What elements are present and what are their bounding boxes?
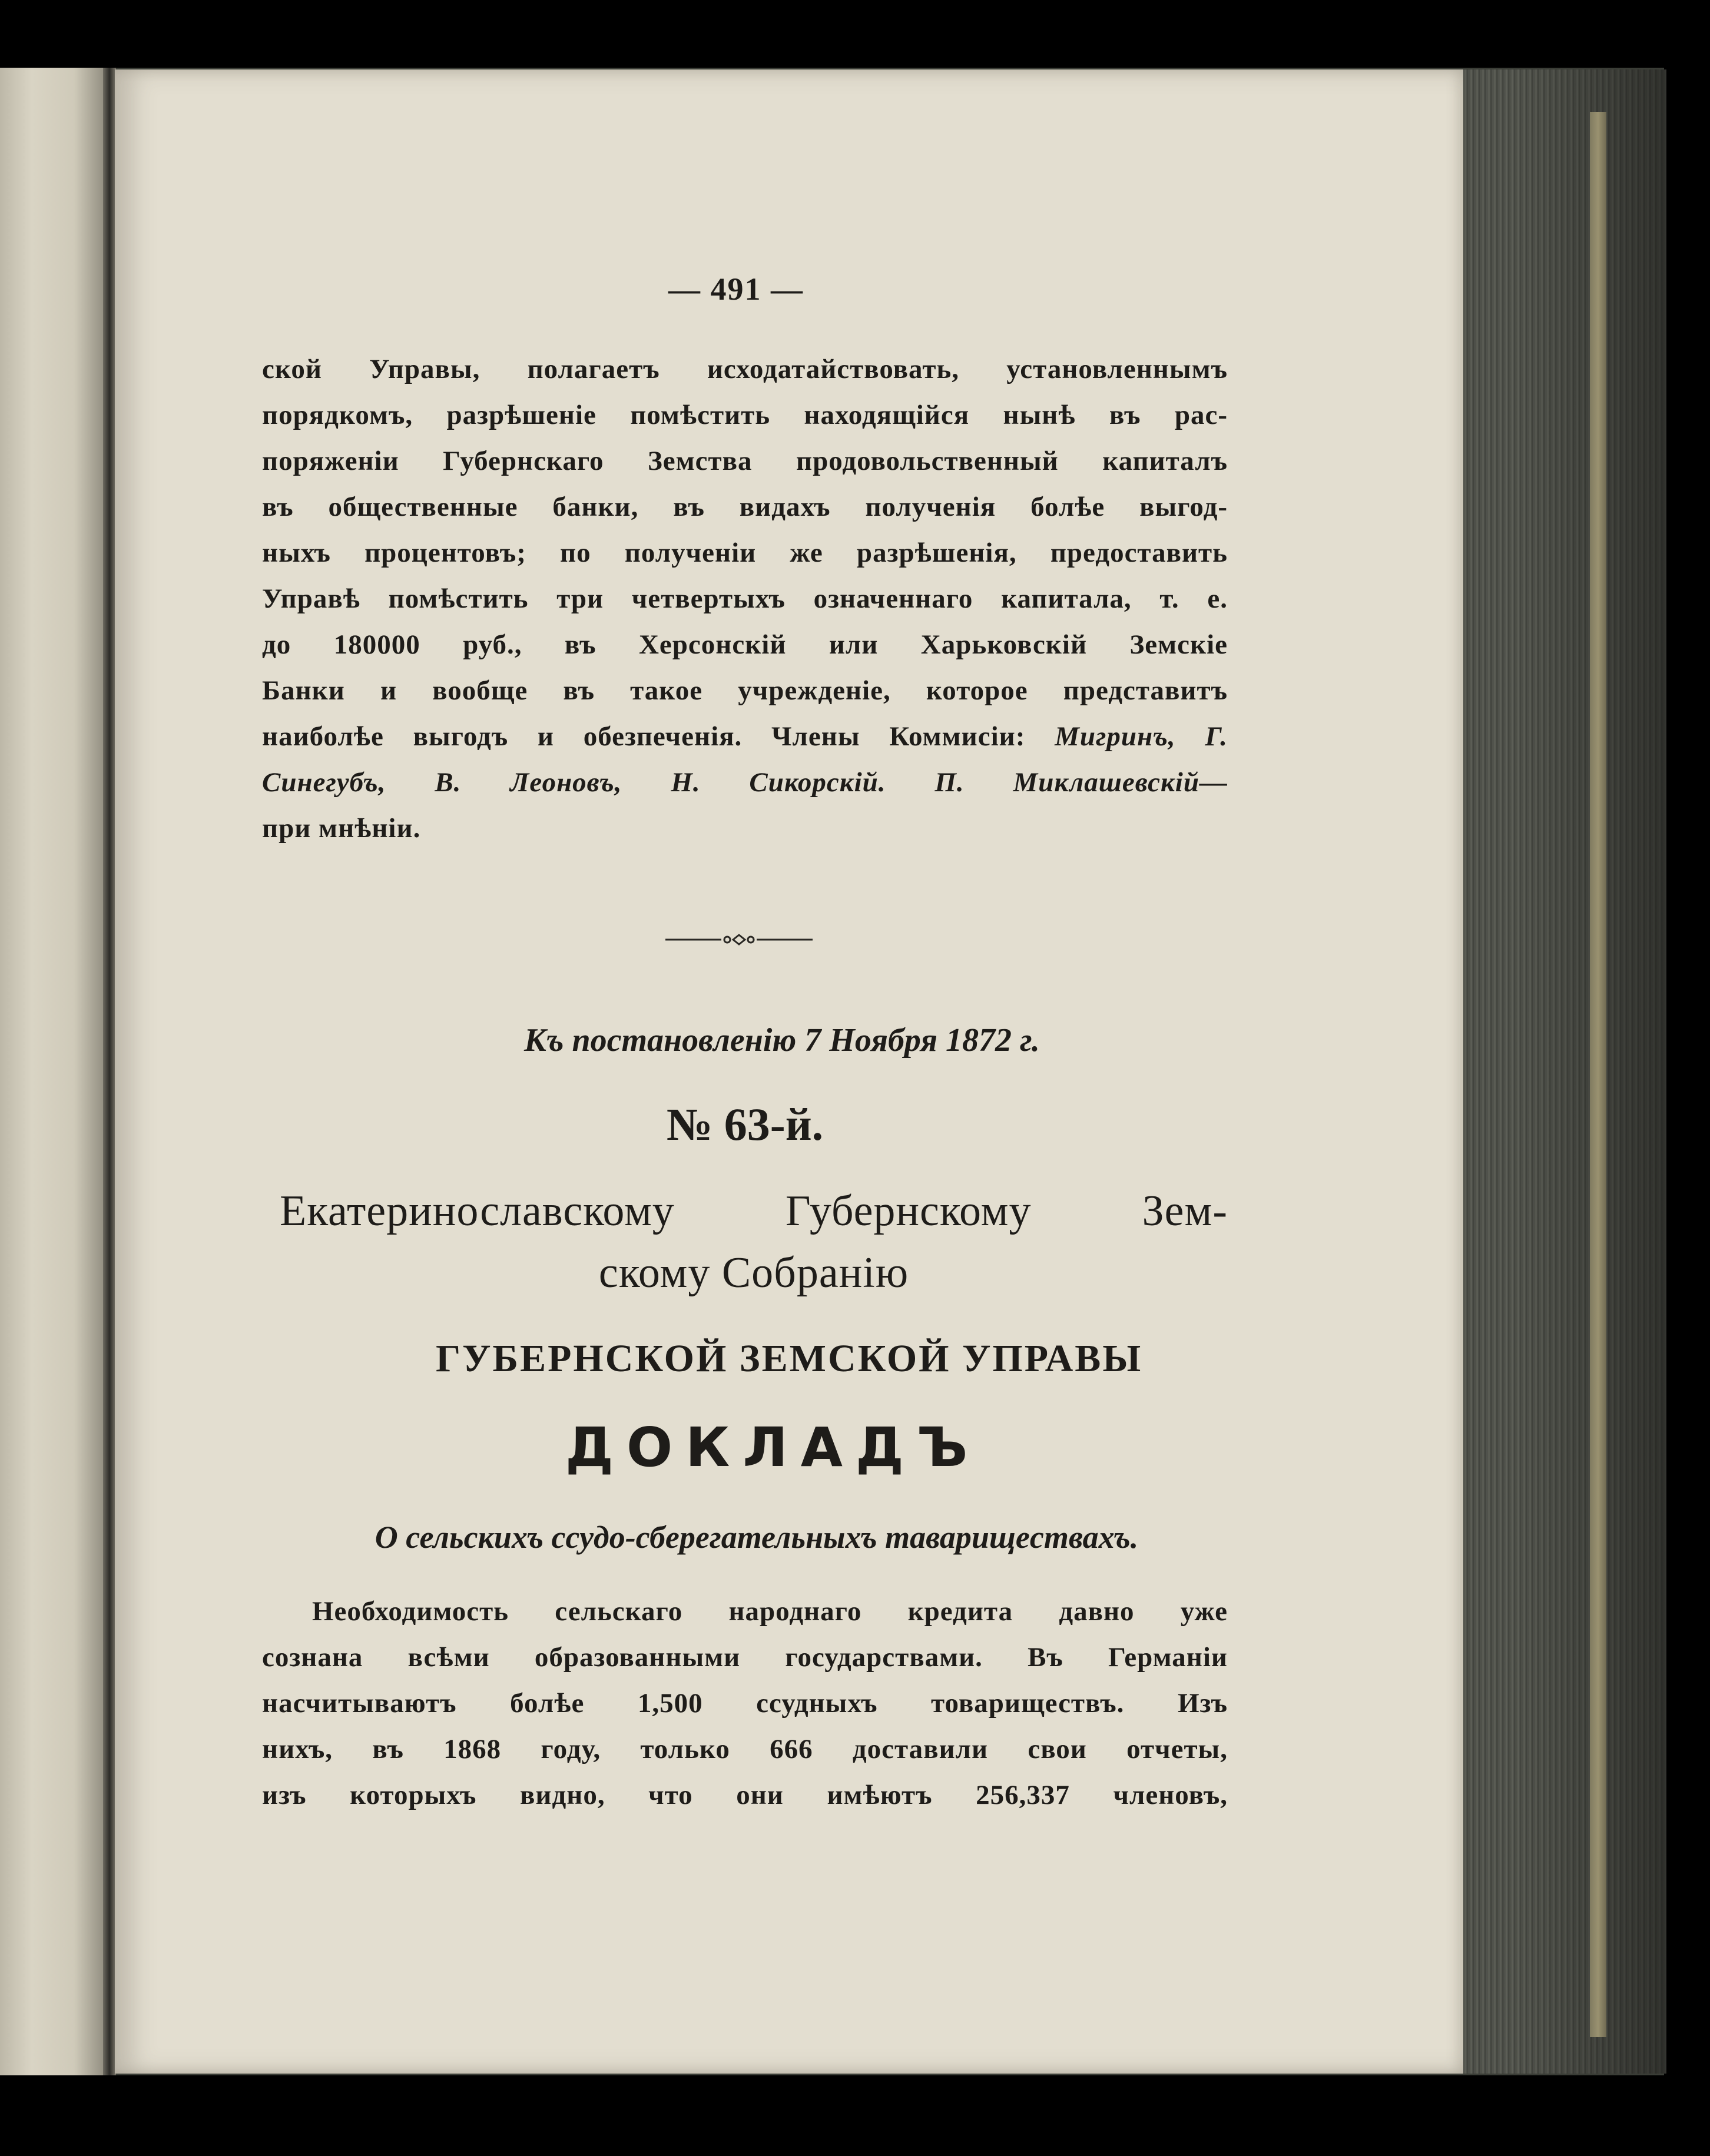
body-line: насчитываютъ болѣе 1,500 ссудныхъ товариществъ. Изъ xyxy=(262,1688,1228,1719)
text-line: Банки и вообще въ такое учрежденіе, которое представитъ xyxy=(262,675,1228,706)
text-line: ныхъ процентовъ; по полученіи же разрѣшенія, предоставить xyxy=(262,538,1228,568)
text-line: до 180000 руб., въ Херсонскій или Харьковскій Земскіе xyxy=(262,629,1228,660)
commission-last-line: при мнѣніи. xyxy=(262,813,421,844)
addressee-line-2: скому Собранію xyxy=(598,1249,909,1297)
body-line: изъ которыхъ видно, что они имѣютъ 256,337 членовъ, xyxy=(262,1780,1228,1810)
text-line: порядкомъ, разрѣшеніе помѣстить находящійся нынѣ въ рас- xyxy=(262,400,1228,430)
text-line: въ общественные банки, въ видахъ полученія болѣе выгод- xyxy=(262,492,1228,522)
body-line: нихъ, въ 1868 году, только 666 доставили свои отчеты, xyxy=(262,1734,1228,1764)
commission-name: Мигринъ, Г. xyxy=(1055,721,1228,752)
commission-intro: наиболѣе выгодъ и обезпеченія. Члены Коммисіи: xyxy=(262,721,1055,752)
book-gutter xyxy=(103,68,116,2075)
text-line: поряженіи Губернскаго Земства продовольственный капиталъ xyxy=(262,446,1228,476)
page-number: — 491 — xyxy=(668,271,804,307)
body-line: Необходимость сельскаго народнаго кредита давно уже xyxy=(312,1596,1228,1627)
commission-line xyxy=(262,721,1228,752)
left-page-edge xyxy=(0,68,106,2075)
addressee-line-1: Екатеринославскому Губернскому Зем- xyxy=(280,1187,1228,1235)
text-line: ской Управы, полагаетъ исходатайствовать, установленнымъ xyxy=(262,354,1228,384)
ordinance-reference: Къ постановленію 7 Ноября 1872 г. xyxy=(524,1022,1040,1059)
ornament-divider xyxy=(665,933,813,947)
binding-strip xyxy=(1590,112,1606,2037)
report-topic: О сельскихъ ссудо-сберегательныхъ таварищеcтвахъ. xyxy=(375,1520,1139,1555)
commission-names: Синегубъ, В. Леоновъ, Н. Сикорскій. П. Миклашевскій— xyxy=(262,767,1228,798)
document-number: № 63-й. xyxy=(666,1099,824,1150)
text-line: Управѣ помѣстить три четвертыхъ означеннаго капитала, т. е. xyxy=(262,583,1228,614)
report-title: ДОКЛАДЪ xyxy=(565,1416,981,1479)
body-line: сознана всѣми образованными государствами. Въ Германіи xyxy=(262,1642,1228,1673)
issuer-line: ГУБЕРНСКОЙ ЗЕМСКОЙ УПРАВЫ xyxy=(436,1337,1143,1380)
